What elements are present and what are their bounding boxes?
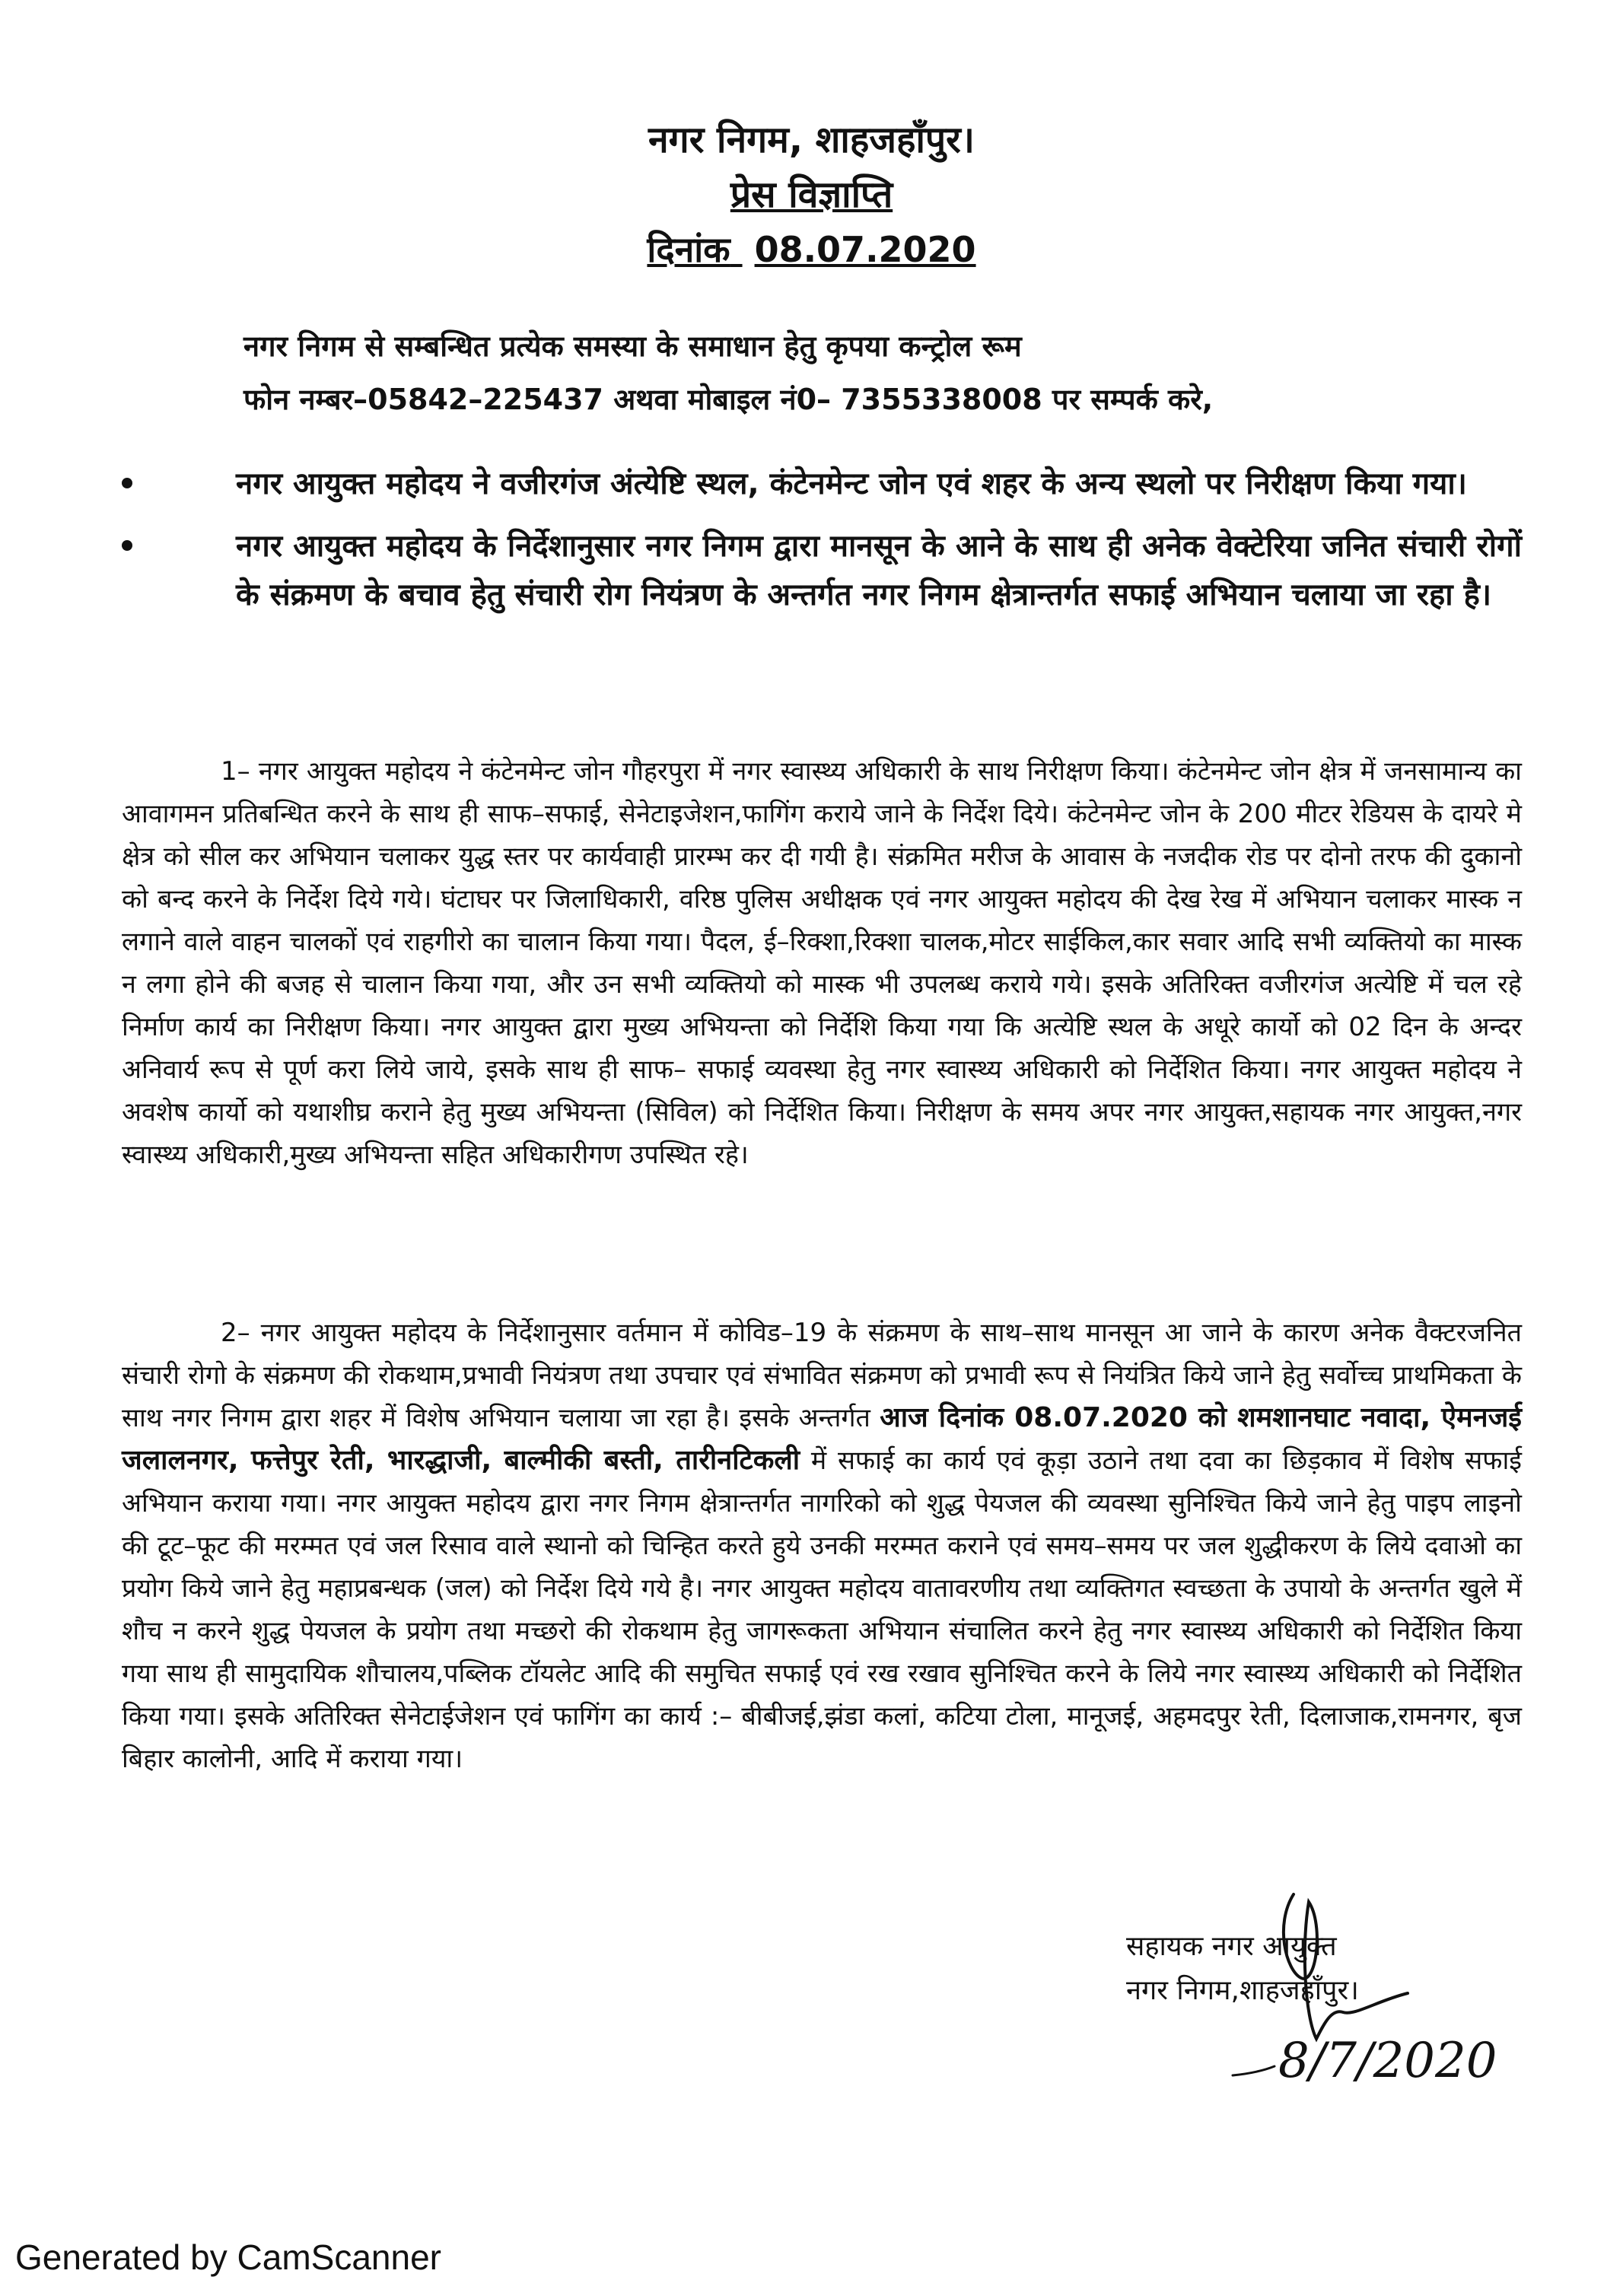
date-value: 08.07.2020: [754, 229, 976, 270]
handwritten-date: 8/7/2020: [1278, 2033, 1497, 2089]
bullet-dot-icon: [122, 540, 132, 551]
paragraph-2-highlight: आज दिनांक 08.07.2020 को शमशानघाट नवादा, ऐमनजई जलालनगर, फत्तेपुर रेती, भारद्धाजी, बाल्मीकी बस्ती, तारीनटिकली: [122, 1402, 1522, 1476]
bullet-list: [122, 460, 1522, 633]
bullet-text: नगर आयुक्त महोदय ने वजीरगंज अंत्येष्टि स्थल, कंटेनमेन्ट जोन एवं शहर के अन्य स्थलो पर निरीक्षण किया गया।: [236, 466, 1467, 501]
signature-block: [1126, 1925, 1522, 2013]
paragraph-2-text-b: में सफाई का कार्य एवं कूड़ा उठाने तथा दवा का छिड़काव में विशेष सफाई अभियान कराया गया। नगर आयुक्त महोदय द्वारा नगर निगम क्षेत्रान्तर्गत नागरिको को शुद्ध पेयजल की व्यवस्था सुनिश्चित किये जाने हेतु पाइप लाइनो की टूट–फूट की मरम्मत एवं जल रिसाव वाले स्थानो को चिन्हित करते हुये उनकी मरम्मत कराने एवं समय–समय पर जल शुद्धीकरण के लिये दवाओ का प्रयोग किये जाने हेतु महाप्रबन्धक (जल) को निर्देश दिये गये है। नगर आयुक्त महोदय वातावरणीय तथा व्यक्तिगत स्वच्छता के उपायो के अन्तर्गत खुले में शौच न करने शुद्ध पेयजल के प्रयोग तथा मच्छरो की रोकथाम हेतु जागरूकता अभियान संचालित करने हेतु नगर स्वास्थ्य अधिकारी को निर्देशित किया गया साथ ही सामुदायिक शौचालय,पब्लिक टॉयलेट आदि की समुचित सफाई एवं रख रखाव सुनिश्चित करने के लिये नगर स्वास्थ्य अधिकारी को निर्देशित किया गया। इसके अतिरिक्त सेनेटाईजेशन एवं फागिंग का कार्य :– बीबीजई,झंडा कलां, कटिया टोला, मानूजई, अहमदपुर रेती, दिलाजाक,रामनगर, बृज बिहार कालोनी, आदि में कराया गया।: [122, 1445, 1523, 1774]
bullet-item: [122, 522, 1522, 619]
paragraph-1: [122, 750, 1522, 1176]
organization-heading: नगर निगम, शाहजहाँपुर।: [648, 119, 975, 161]
paragraph-1-text: 1– नगर आयुक्त महोदय ने कंटेनमेन्ट जोन गौहरपुरा में नगर स्वास्थ्य अधिकारी के साथ निरीक्षण किया। कंटेनमेन्ट जोन क्षेत्र में जनसामान्य का आवागमन प्रतिबन्धित करने के साथ ही साफ–सफाई, सेनेटाइजेशन,फागिंग कराये जाने के निर्देश दिये। कंटेनमेन्ट जोन के 200 मीटर रेडियस के दायरे मे क्षेत्र को सील कर अभियान चलाकर युद्ध स्तर पर कार्यवाही प्रारम्भ कर दी गयी है। संक्रमित मरीज के आवास के नजदीक रोड पर दोनो तरफ की दुकानो को बन्द करने के निर्देश दिये गये। घंटाघर पर जिलाधिकारी, वरिष्ठ पुलिस अधीक्षक एवं नगर आयुक्त महोदय की देख रेख में अभियान चलाकर मास्क न लगाने वाले वाहन चालकों एवं राहगीरो का चालान किया गया। पैदल, ई–रिक्शा,रिक्शा चालक,मोटर साईकिल,कार सवार आदि सभी व्यक्तियो का मास्क न लगा होने की बजह से चालान किया गया, और उन सभी व्यक्तियो को मास्क भी उपलब्ध कराये गये। इसके अतिरिक्त वजीरगंज अत्येष्टि में चल रहे निर्माण कार्य का निरीक्षण किया। नगर आयुक्त द्वारा मुख्य अभियन्ता को निर्देशि किया गया कि अत्येष्टि स्थल के अधूरे कार्यो को 02 दिन के अन्दर अनिवार्य रूप से पूर्ण करा लिये जाये, इसके साथ ही साफ– सफाई व्यवस्था हेतु नगर स्वास्थ्य अधिकारी को निर्देशित किया। नगर आयुक्त महोदय ने अवशेष कार्यो को यथाशीघ्र कराने हेतु मुख्य अभियन्ता (सिविल) को निर्देशित किया। निरीक्षण के समय अपर नगर आयुक्त,सहायक नगर आयुक्त,नगर स्वास्थ्य अधिकारी,मुख्य अभियन्ता सहित अधिकारीगण उपस्थित रहे।: [122, 756, 1522, 1170]
contact-info: [243, 320, 1430, 426]
date-label: दिनांक: [647, 229, 730, 270]
bullet-dot-icon: [122, 478, 132, 488]
paragraph-2-text-a: 2– नगर आयुक्त महोदय के निर्देशानुसार वर्तमान में कोविड–19 के संक्रमण के साथ–साथ मानसून आ जाने के कारण अनेक वैक्टरजनित संचारी रोगो के संक्रमण की रोकथाम,प्रभावी नियंत्रण तथा उपचार एवं संभावित संक्रमण को प्रभावी रूप से नियंत्रित किये जाने हेतु सर्वोच्च प्राथमिकता के साथ नगर निगम द्वारा शहर में विशेष अभियान चलाया जा रहा है। इसके अन्तर्गत: [122, 1318, 1522, 1433]
bullet-text: नगर आयुक्त महोदय के निर्देशानुसार नगर निगम द्वारा मानसून के आने के साथ ही अनेक वेक्टेरिया जनित संचारी रोगों के संक्रमण के बचाव हेतु संचारी रोग नियंत्रण के अन्तर्गत नगर निगम क्षेत्रान्तर्गत सफाई अभियान चलाया जा रहा है।: [236, 529, 1522, 612]
contact-line: फोन नम्बर–05842–225437 अथवा मोबाइल नं0– 7355338008 पर सम्पर्क करे,: [243, 383, 1214, 416]
document-date: [0, 225, 1623, 272]
paragraph-2: [122, 1312, 1522, 1780]
signatory-office: नगर निगम,शाहजहाँपुर।: [1126, 1975, 1359, 2006]
document-title: प्रेस विज्ञाप्ति: [730, 173, 893, 216]
contact-line: नगर निगम से सम्बन्धित प्रत्येक समस्या के समाधान हेतु कृपया कन्ट्रोल रूम: [243, 329, 1022, 363]
bullet-item: [122, 460, 1522, 508]
scanner-watermark: Generated by CamScanner: [15, 2237, 441, 2277]
signatory-designation: सहायक नगर आयुक्त: [1126, 1931, 1337, 1962]
